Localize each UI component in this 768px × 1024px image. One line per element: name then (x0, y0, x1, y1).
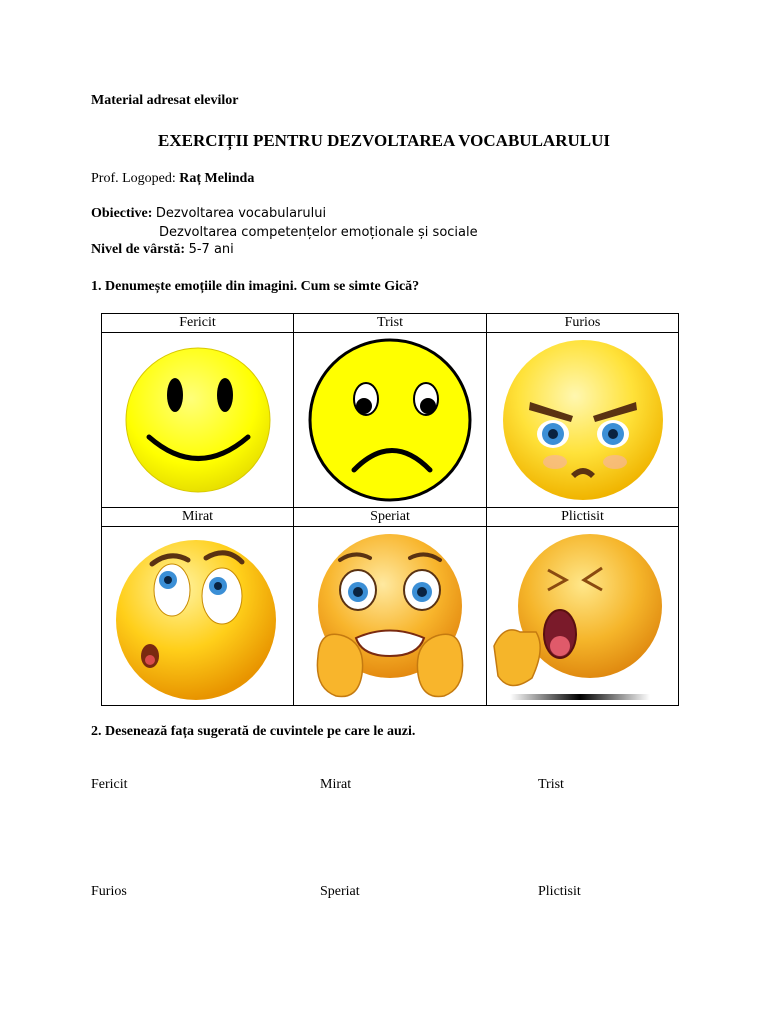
word-fericit: Fericit (91, 777, 128, 792)
emotion-picture-cell (102, 333, 294, 508)
emotion-picture-cell (102, 527, 294, 706)
table-row (102, 527, 679, 706)
page-title: EXERCIȚII PENTRU DEZVOLTAREA VOCABULARULUI (158, 131, 610, 150)
happy-face-icon (113, 335, 283, 505)
word-speriat: Speriat (320, 884, 360, 899)
sad-face-icon (302, 335, 478, 505)
emotion-label: Plictisit (487, 508, 679, 527)
audience-note: Material adresat elevilor (91, 93, 239, 108)
objective-2: Dezvoltarea competențelor emoționale și sociale (159, 225, 478, 240)
author-line (91, 171, 254, 187)
emotions-table (101, 313, 679, 706)
age-label: Nivel de vârstă: (91, 242, 186, 257)
word-trist: Trist (538, 777, 564, 792)
table-row (102, 314, 679, 333)
word-furios: Furios (91, 884, 127, 899)
table-row (102, 508, 679, 527)
surprised-face-icon (110, 528, 286, 704)
emotion-picture-cell (487, 527, 679, 706)
exercise2-heading: 2. Desenează fața sugerată de cuvintele pe care le auzi. (91, 724, 416, 739)
emotion-label: Mirat (102, 508, 294, 527)
emotion-picture-cell (487, 333, 679, 508)
age-value: 5-7 ani (188, 242, 234, 257)
emotion-label: Furios (487, 314, 679, 333)
exercise1-heading: 1. Denumește emoțiile din imagini. Cum se simte Gică? (91, 279, 420, 294)
emotion-picture-cell (294, 333, 487, 508)
objectives-label: Obiective: (91, 206, 153, 221)
emotion-picture-cell (294, 527, 487, 706)
emotion-label: Trist (294, 314, 487, 333)
age-line (91, 242, 234, 258)
emotion-label: Speriat (294, 508, 487, 527)
emotion-label: Fericit (102, 314, 294, 333)
word-mirat: Mirat (320, 777, 352, 792)
angry-face-icon (495, 334, 671, 506)
author-label: Prof. Logoped: (91, 171, 176, 186)
objectives-line (91, 206, 326, 222)
table-row (102, 333, 679, 508)
objective-1: Dezvoltarea vocabularului (155, 206, 327, 221)
scared-face-icon (300, 528, 480, 704)
word-plictisit: Plictisit (538, 884, 581, 899)
bored-yawning-face-icon (490, 528, 676, 704)
author-name: Raț Melinda (179, 171, 255, 186)
